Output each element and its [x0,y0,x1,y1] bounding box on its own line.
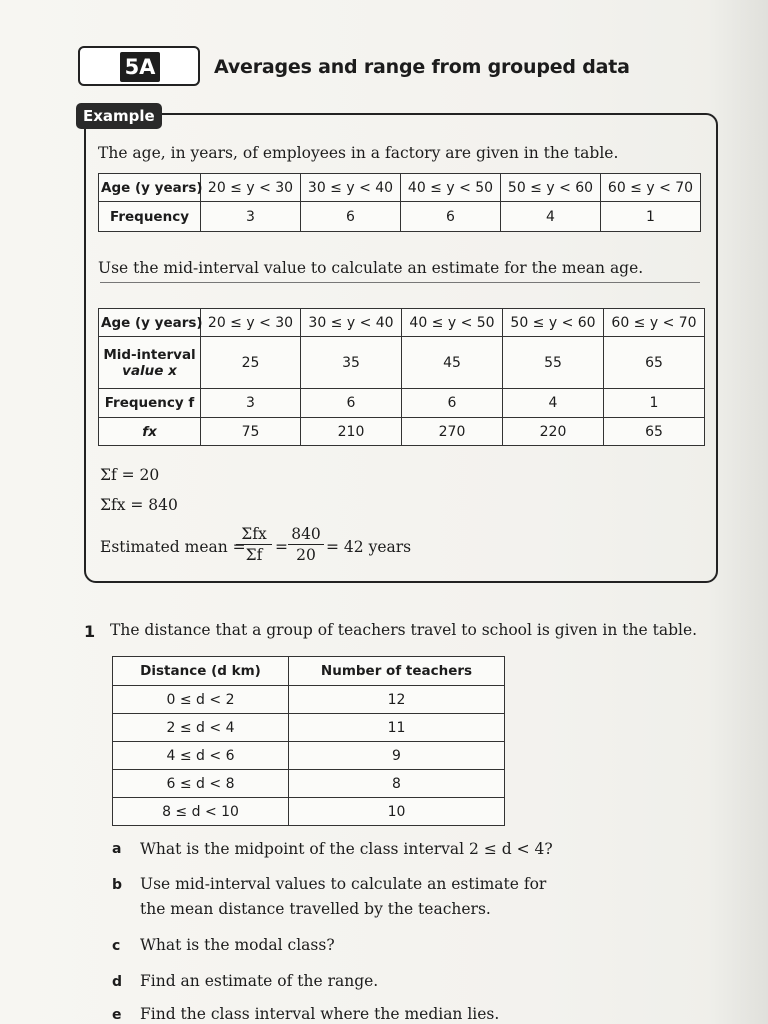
frequency-cell: 6 [301,389,402,418]
mid-interval-header [99,337,201,389]
mid-value-cell: 55 [503,337,604,389]
example-intro: The age, in years, of employees in a factory are given in the table. [98,144,619,162]
frequency-cell: 6 [402,389,503,418]
frequency-cell: 3 [201,389,301,418]
distance-cell: 6 ≤ d < 8 [113,770,289,798]
part-label: d [112,974,123,990]
divider [100,282,700,283]
section-badge: 5A [120,52,160,82]
mid-value-cell: 35 [301,337,402,389]
frequency-cell: 3 [201,202,301,232]
frequency-cell: 6 [401,202,501,232]
table-row [99,309,705,337]
teachers-cell: 9 [289,742,505,770]
fx-cell: 75 [201,418,301,446]
age-frequency-table [98,173,701,232]
part-text: Find the class interval where the median lies. [140,1005,500,1023]
interval-cell: 60 ≤ y < 70 [601,174,701,202]
table-row [113,657,505,686]
distance-cell: 0 ≤ d < 2 [113,686,289,714]
fraction-denominator: Σf [245,546,263,564]
age-header: Age (y years) [99,174,201,202]
distance-cell: 2 ≤ d < 4 [113,714,289,742]
interval-cell: 30 ≤ y < 40 [301,309,402,337]
interval-cell: 40 ≤ y < 50 [401,174,501,202]
part-label: a [112,841,122,857]
question-text: The distance that a group of teachers travel to school is given in the table. [110,621,698,639]
table-row [113,798,505,826]
table-row [113,770,505,798]
teachers-header: Number of teachers [289,657,505,686]
part-text: What is the midpoint of the class interval 2 ≤ d < 4? [140,840,553,858]
sum-f: Σf = 20 [100,466,160,484]
fraction-numerator: Σfx [241,525,267,543]
fx-cell: 210 [301,418,402,446]
distance-header: Distance (d km) [113,657,289,686]
frequency-header: Frequency [99,202,201,232]
part-text: Use mid-interval values to calculate an estimate for [140,875,547,893]
fraction-bar [236,544,272,545]
interval-cell: 50 ≤ y < 60 [503,309,604,337]
teachers-cell: 8 [289,770,505,798]
fx-cell: 65 [604,418,705,446]
interval-cell: 20 ≤ y < 30 [201,174,301,202]
distance-table [112,656,505,826]
distance-cell: 4 ≤ d < 6 [113,742,289,770]
example-label: Example [76,103,162,129]
fraction-denominator: 20 [296,546,316,564]
table-row [99,174,701,202]
teachers-cell: 10 [289,798,505,826]
interval-cell: 50 ≤ y < 60 [501,174,601,202]
fx-header: fx [99,418,201,446]
mean-label: Estimated mean = [100,538,246,556]
page-title: Averages and range from grouped data [214,56,630,78]
frequency-cell: 4 [501,202,601,232]
table-row [113,714,505,742]
part-label: e [112,1007,122,1023]
interval-cell: 60 ≤ y < 70 [604,309,705,337]
interval-cell: 40 ≤ y < 50 [402,309,503,337]
fraction-bar [288,544,324,545]
table-row [99,202,701,232]
part-text: Find an estimate of the range. [140,972,379,990]
frequency-cell: 1 [601,202,701,232]
part-label: c [112,938,121,954]
fraction-sum [236,525,272,564]
mean-result: = 42 years [326,538,412,556]
frequency-header: Frequency f [99,389,201,418]
part-text-line2: the mean distance travelled by the teachers. [140,900,491,918]
part-label: b [112,877,123,893]
fraction-numerator: 840 [291,525,321,543]
fx-cell: 270 [402,418,503,446]
part-text: What is the modal class? [140,936,335,954]
distance-cell: 8 ≤ d < 10 [113,798,289,826]
mid-interval-header-line1: Mid-interval [103,346,196,363]
table-row [99,389,705,418]
frequency-cell: 1 [604,389,705,418]
equals-sign: = [275,538,288,556]
fx-cell: 220 [503,418,604,446]
frequency-cell: 6 [301,202,401,232]
interval-cell: 20 ≤ y < 30 [201,309,301,337]
mid-value-cell: 45 [402,337,503,389]
table-row [113,686,505,714]
mid-value-cell: 25 [201,337,301,389]
sum-fx: Σfx = 840 [100,496,178,514]
mid-interval-table [98,308,705,446]
fraction-values [288,525,324,564]
frequency-cell: 4 [503,389,604,418]
interval-cell: 30 ≤ y < 40 [301,174,401,202]
example-instruction: Use the mid-interval value to calculate an estimate for the mean age. [98,259,644,277]
mid-interval-header-line2: value x [122,362,177,379]
table-row [99,418,705,446]
teachers-cell: 12 [289,686,505,714]
teachers-cell: 11 [289,714,505,742]
age-header: Age (y years) [99,309,201,337]
table-row [113,742,505,770]
mid-value-cell: 65 [604,337,705,389]
table-row [99,337,705,389]
question-number: 1 [84,622,96,641]
